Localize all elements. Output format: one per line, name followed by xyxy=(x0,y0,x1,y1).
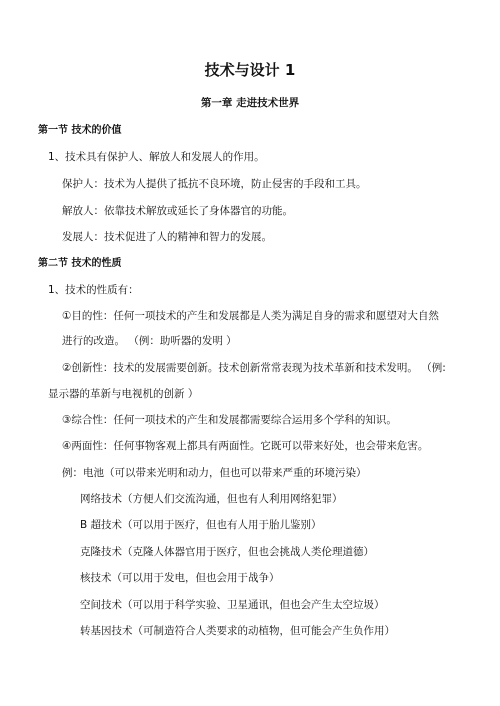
paragraph: 1、技术具有保护人、解放人和发展人的作用。 xyxy=(48,151,265,163)
paragraph: 显示器的革新与电视机的创新 ） xyxy=(48,388,199,400)
paragraph: ③综合性：任何一项技术的产生和发展都需要综合运用多个学科的知识。 xyxy=(62,414,397,426)
paragraph: ①目的性：任何一项技术的产生和发展都是人类为满足自身的需求和愿望对大自然 xyxy=(62,310,439,322)
paragraph: 例：电池（可以带来光明和动力，但也可以带来严重的环境污染） xyxy=(62,467,367,479)
paragraph: ②创新性：技术的发展需要创新。技术创新常常表现为技术革新和技术发明。 （例: xyxy=(62,362,446,374)
paragraph: 保护人：技术为人提供了抵抗不良环境，防止侵害的手段和工具。 xyxy=(62,178,367,190)
paragraph: 进行的改造。 （例：助听器的发明 ） xyxy=(62,335,237,347)
paragraph: 发展人：技术促进了人的精神和智力的发展。 xyxy=(62,231,272,243)
document-title: 技术与设计 1 xyxy=(204,61,296,79)
paragraph: 解放人：依靠技术解放或延长了身体器官的功能。 xyxy=(62,205,293,217)
list-item: 网络技术（方便人们交流沟通，但也有人利用网络犯罪） xyxy=(80,493,343,505)
list-item: 空间技术（可以用于科学实验、卫星通讯，但也会产生太空垃圾） xyxy=(80,599,385,611)
section-heading-2: 第二节 技术的性质 xyxy=(38,258,122,269)
list-item: 克隆技术（克隆人体器官用于医疗，但也会挑战人类伦理道德） xyxy=(80,546,374,558)
list-item: 转基因技术（可制造符合人类要求的动植物，但可能会产生负作用） xyxy=(80,625,395,637)
list-item: 核技术（可以用于发电，但也会用于战争） xyxy=(80,572,280,584)
paragraph: ④两面性：任何事物客观上都具有两面性。它既可以带来好处，也会带来危害。 xyxy=(62,440,429,452)
list-item: B 超技术（可以用于医疗，但也有人用于胎儿鉴别） xyxy=(80,519,322,531)
section-heading-1: 第一节 技术的价值 xyxy=(38,125,122,136)
chapter-heading: 第一章 走进技术世界 xyxy=(200,97,300,109)
paragraph: 1、技术的性质有： xyxy=(48,284,139,296)
